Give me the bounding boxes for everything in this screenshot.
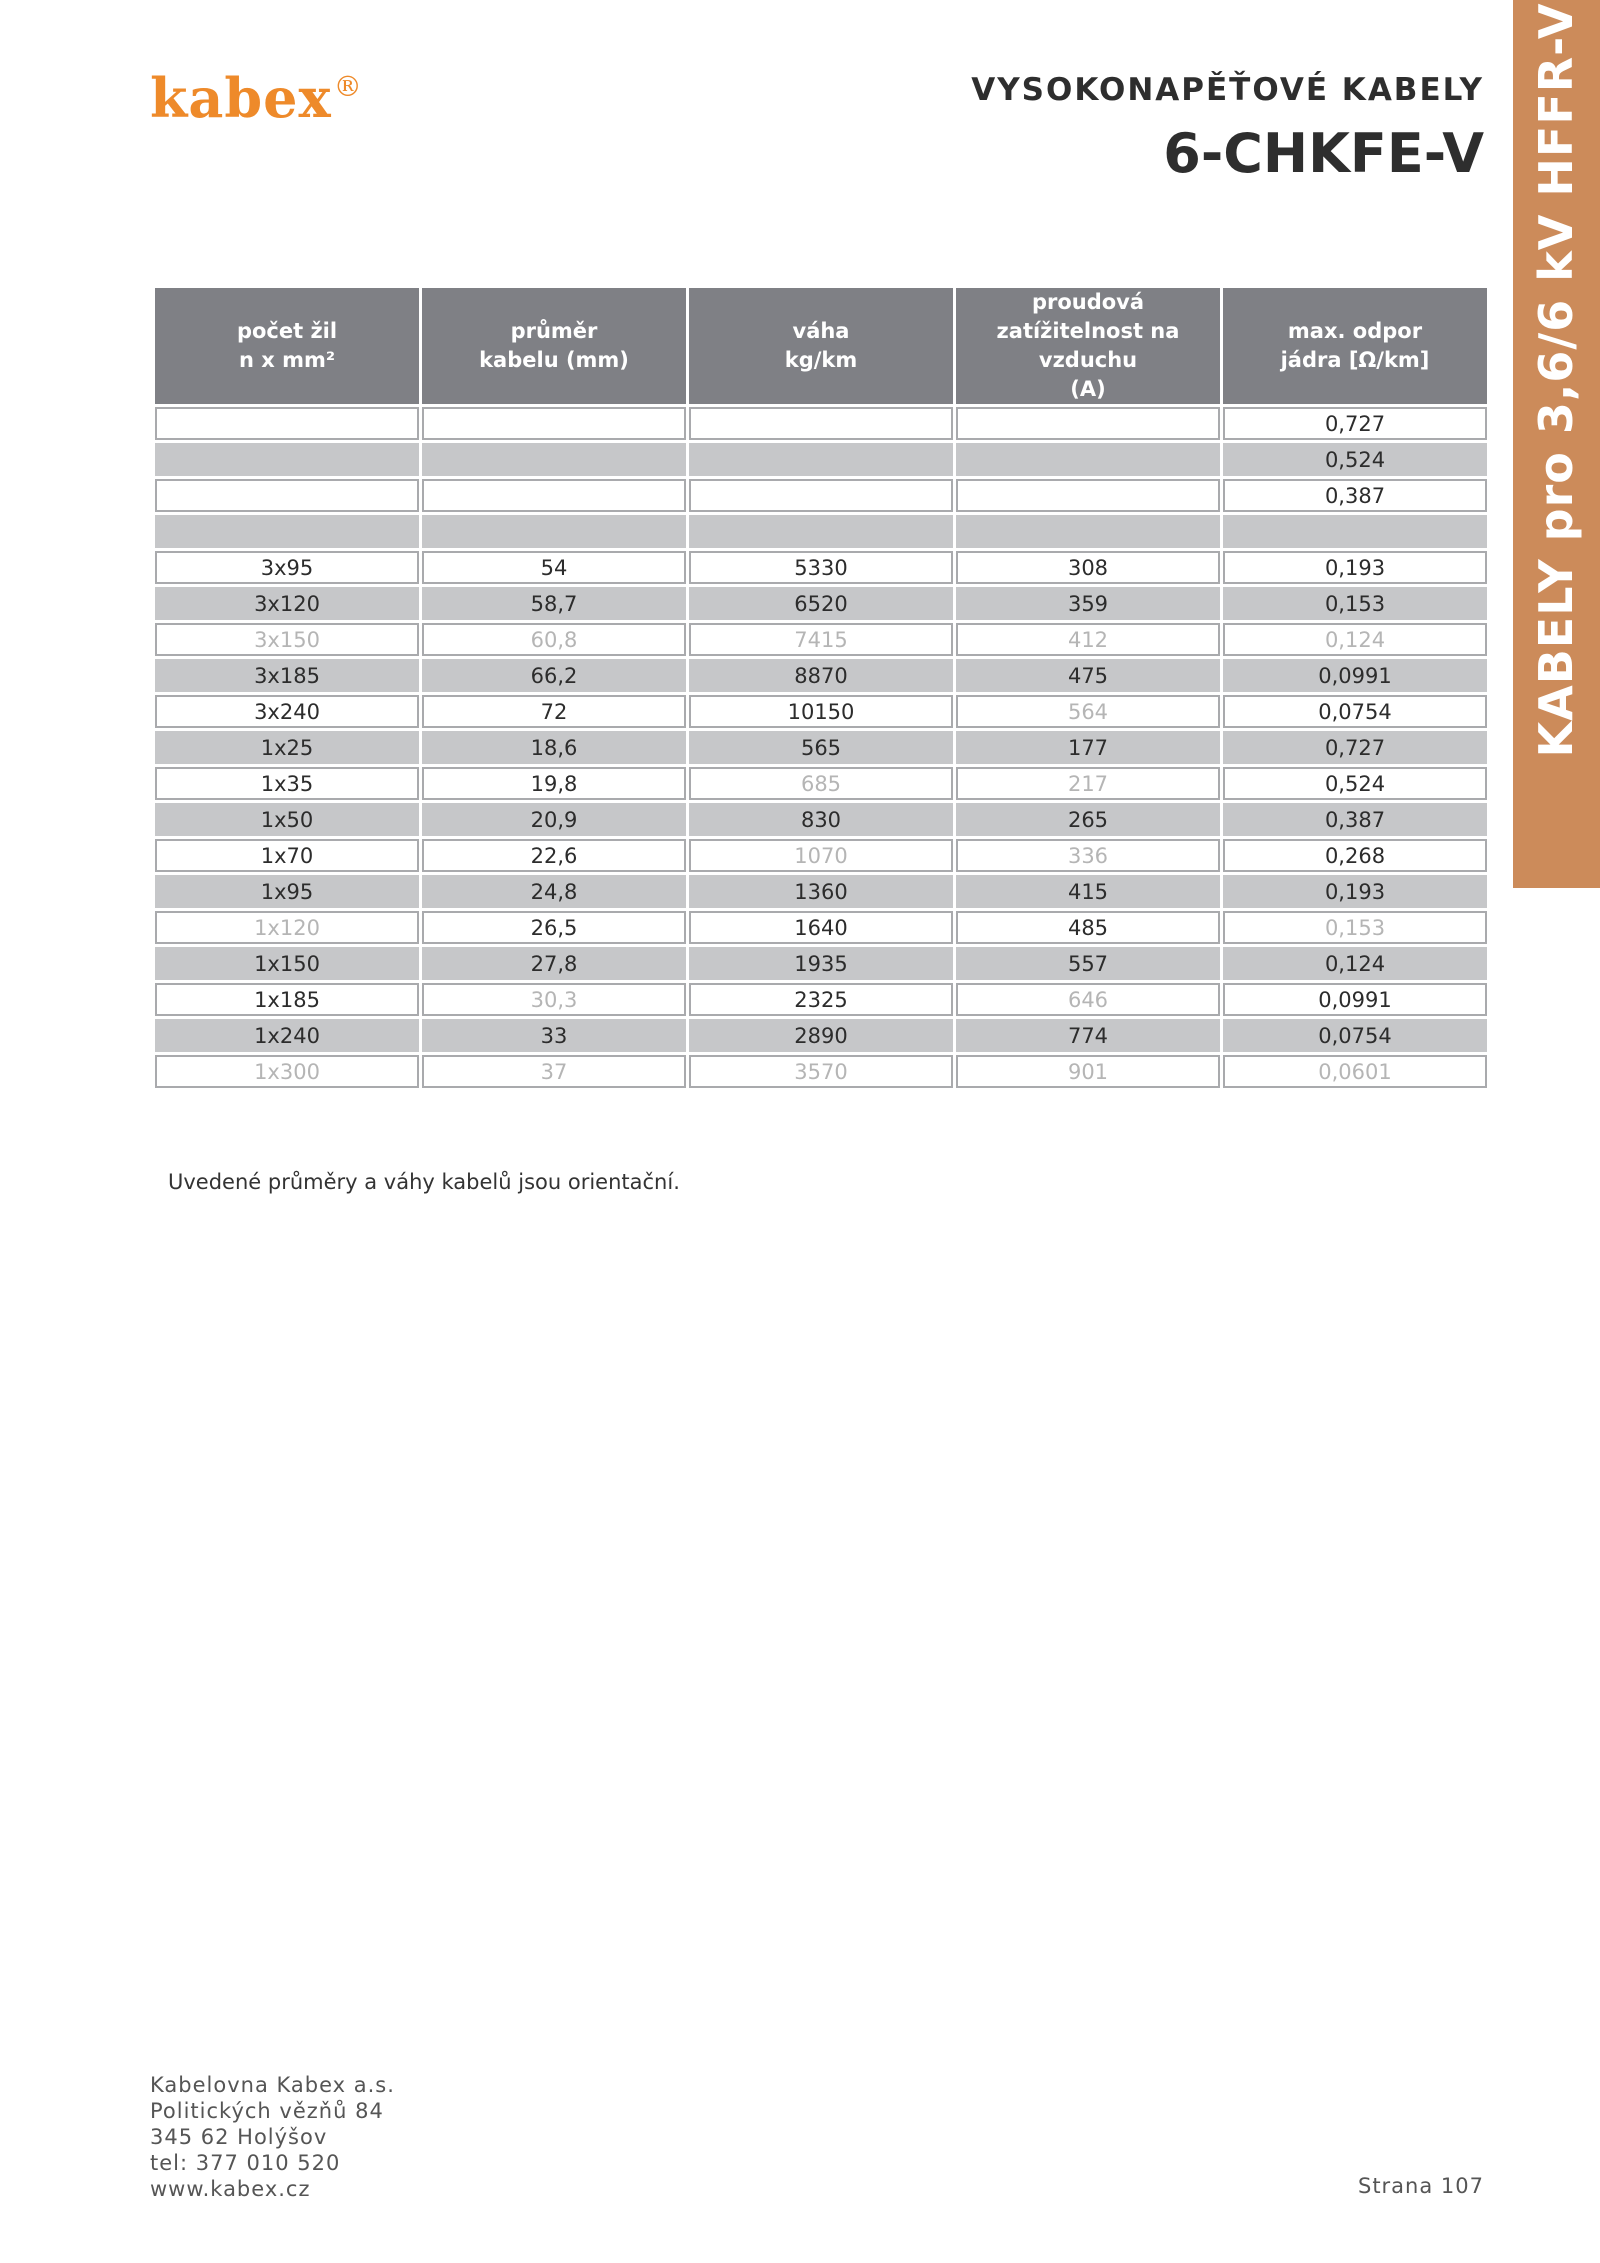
- page-number: Strana 107: [1357, 2174, 1484, 2198]
- cell-resistance: 0,727: [1222, 406, 1489, 442]
- cell-current: 485: [955, 910, 1222, 946]
- header-line: jádra [Ω/km]: [1280, 348, 1430, 372]
- cell-current: 359: [955, 586, 1222, 622]
- table-row: [154, 658, 1489, 694]
- cell-weight: 1640: [688, 910, 955, 946]
- table-row: [154, 766, 1489, 802]
- cell-current: [955, 406, 1222, 442]
- website-link[interactable]: www.kabex.cz: [150, 2177, 311, 2201]
- cell-current: 265: [955, 802, 1222, 838]
- cell-weight: 1360: [688, 874, 955, 910]
- cell-current: 336: [955, 838, 1222, 874]
- cell-diameter: [421, 478, 688, 514]
- cell-weight: [688, 442, 955, 478]
- cell-diameter: [421, 514, 688, 550]
- cell-current: 646: [955, 982, 1222, 1018]
- table-row: [154, 514, 1489, 550]
- table-row: [154, 802, 1489, 838]
- cell-resistance: 0,153: [1222, 910, 1489, 946]
- cell-weight: 3570: [688, 1054, 955, 1090]
- cell-cores: [154, 514, 421, 550]
- page-title: 6-CHKFE-V: [1163, 122, 1484, 185]
- header-line: proudová: [1031, 290, 1145, 314]
- cell-weight: 7415: [688, 622, 955, 658]
- cell-weight: 830: [688, 802, 955, 838]
- table-row: [154, 1054, 1489, 1090]
- header-line: počet žil: [236, 319, 338, 343]
- cell-resistance: 0,727: [1222, 730, 1489, 766]
- cell-resistance: 0,0991: [1222, 658, 1489, 694]
- cell-diameter: 58,7: [421, 586, 688, 622]
- address-line: Politických vězňů 84: [150, 2099, 384, 2123]
- table-header-row: [154, 287, 1489, 406]
- cell-cores: 1x25: [154, 730, 421, 766]
- header-line: zatížitelnost na vzduchu: [996, 319, 1180, 372]
- cell-cores: [154, 442, 421, 478]
- side-tab-label: KABELY pro 3,6/6 kV HFFR-V: [1529, 2, 1583, 758]
- cell-current: 217: [955, 766, 1222, 802]
- company-address: [150, 2072, 395, 2202]
- section-kicker: VYSOKONAPĚŤOVÉ KABELY: [971, 72, 1484, 108]
- address-line: Kabelovna Kabex a.s.: [150, 2073, 395, 2097]
- cell-current: 308: [955, 550, 1222, 586]
- header-line: váha: [792, 319, 850, 343]
- cell-resistance: 0,193: [1222, 874, 1489, 910]
- header-line: průměr: [510, 319, 598, 343]
- cell-current: 774: [955, 1018, 1222, 1054]
- table-row: [154, 946, 1489, 982]
- cell-resistance: 0,193: [1222, 550, 1489, 586]
- cell-current: 412: [955, 622, 1222, 658]
- cell-resistance: 0,387: [1222, 802, 1489, 838]
- table-row: [154, 478, 1489, 514]
- cell-resistance: 0,524: [1222, 442, 1489, 478]
- cell-weight: 1935: [688, 946, 955, 982]
- table-row: [154, 1018, 1489, 1054]
- table-row: [154, 442, 1489, 478]
- cell-diameter: 19,8: [421, 766, 688, 802]
- cell-resistance: 0,0754: [1222, 694, 1489, 730]
- cell-cores: 3x120: [154, 586, 421, 622]
- cell-weight: [688, 406, 955, 442]
- cable-spec-table: [152, 285, 1490, 1091]
- cell-weight: 2890: [688, 1018, 955, 1054]
- table-body: [154, 406, 1489, 1090]
- cell-diameter: 30,3: [421, 982, 688, 1018]
- cell-resistance: 0,524: [1222, 766, 1489, 802]
- cell-weight: 685: [688, 766, 955, 802]
- table-row: [154, 910, 1489, 946]
- header-cores: [154, 287, 421, 406]
- cell-weight: 10150: [688, 694, 955, 730]
- cell-resistance: 0,268: [1222, 838, 1489, 874]
- cell-current: 415: [955, 874, 1222, 910]
- cell-diameter: 26,5: [421, 910, 688, 946]
- cell-weight: [688, 514, 955, 550]
- header-diameter: [421, 287, 688, 406]
- cell-resistance: 0,387: [1222, 478, 1489, 514]
- cell-current: [955, 514, 1222, 550]
- table-row: [154, 622, 1489, 658]
- cell-cores: 3x95: [154, 550, 421, 586]
- header-weight: [688, 287, 955, 406]
- header-line: max. odpor: [1287, 319, 1423, 343]
- cell-resistance: [1222, 514, 1489, 550]
- cell-current: 557: [955, 946, 1222, 982]
- cell-current: [955, 442, 1222, 478]
- cell-cores: 1x300: [154, 1054, 421, 1090]
- cell-cores: 3x185: [154, 658, 421, 694]
- cell-diameter: [421, 442, 688, 478]
- header-line: (A): [1070, 377, 1106, 401]
- cell-diameter: [421, 406, 688, 442]
- kabex-logo: [150, 66, 363, 130]
- cell-diameter: 66,2: [421, 658, 688, 694]
- cell-cores: 1x95: [154, 874, 421, 910]
- cell-cores: [154, 406, 421, 442]
- cell-weight: 1070: [688, 838, 955, 874]
- cell-resistance: 0,0754: [1222, 1018, 1489, 1054]
- table-row: [154, 694, 1489, 730]
- cell-current: 177: [955, 730, 1222, 766]
- cell-cores: [154, 478, 421, 514]
- cell-cores: 1x150: [154, 946, 421, 982]
- cell-weight: 2325: [688, 982, 955, 1018]
- header-line: n x mm²: [238, 348, 336, 372]
- table-row: [154, 406, 1489, 442]
- cell-cores: 3x240: [154, 694, 421, 730]
- header-current-capacity: [955, 287, 1222, 406]
- cell-weight: [688, 478, 955, 514]
- cell-resistance: 0,0601: [1222, 1054, 1489, 1090]
- cell-cores: 1x35: [154, 766, 421, 802]
- cell-diameter: 33: [421, 1018, 688, 1054]
- cell-cores: 1x70: [154, 838, 421, 874]
- header-line: kg/km: [784, 348, 858, 372]
- cell-diameter: 60,8: [421, 622, 688, 658]
- cell-diameter: 22,6: [421, 838, 688, 874]
- cell-diameter: 27,8: [421, 946, 688, 982]
- table-row: [154, 586, 1489, 622]
- cell-cores: 1x240: [154, 1018, 421, 1054]
- cell-resistance: 0,0991: [1222, 982, 1489, 1018]
- table-row: [154, 838, 1489, 874]
- cell-diameter: 37: [421, 1054, 688, 1090]
- cell-current: 564: [955, 694, 1222, 730]
- cell-weight: 5330: [688, 550, 955, 586]
- cell-weight: 8870: [688, 658, 955, 694]
- cell-cores: 3x150: [154, 622, 421, 658]
- logo-text: kabex: [150, 66, 332, 130]
- cell-resistance: 0,153: [1222, 586, 1489, 622]
- side-category-tab: [1513, 0, 1600, 888]
- cell-current: 475: [955, 658, 1222, 694]
- cell-diameter: 18,6: [421, 730, 688, 766]
- table-row: [154, 982, 1489, 1018]
- cell-diameter: 72: [421, 694, 688, 730]
- cell-weight: 565: [688, 730, 955, 766]
- cell-diameter: 24,8: [421, 874, 688, 910]
- header-line: kabelu (mm): [479, 348, 629, 372]
- address-line: tel: 377 010 520: [150, 2151, 341, 2175]
- cell-cores: 1x185: [154, 982, 421, 1018]
- cell-current: [955, 478, 1222, 514]
- footnote: Uvedené průměry a váhy kabelů jsou orientační.: [168, 1170, 680, 1194]
- address-line: 345 62 Holýšov: [150, 2125, 328, 2149]
- registered-mark: ®: [333, 70, 363, 103]
- cell-resistance: 0,124: [1222, 946, 1489, 982]
- cell-current: 901: [955, 1054, 1222, 1090]
- cell-diameter: 20,9: [421, 802, 688, 838]
- header-max-resistance: [1222, 287, 1489, 406]
- table-row: [154, 730, 1489, 766]
- cell-resistance: 0,124: [1222, 622, 1489, 658]
- cell-diameter: 54: [421, 550, 688, 586]
- table-row: [154, 874, 1489, 910]
- cell-weight: 6520: [688, 586, 955, 622]
- cell-cores: 1x120: [154, 910, 421, 946]
- table-row: [154, 550, 1489, 586]
- cell-cores: 1x50: [154, 802, 421, 838]
